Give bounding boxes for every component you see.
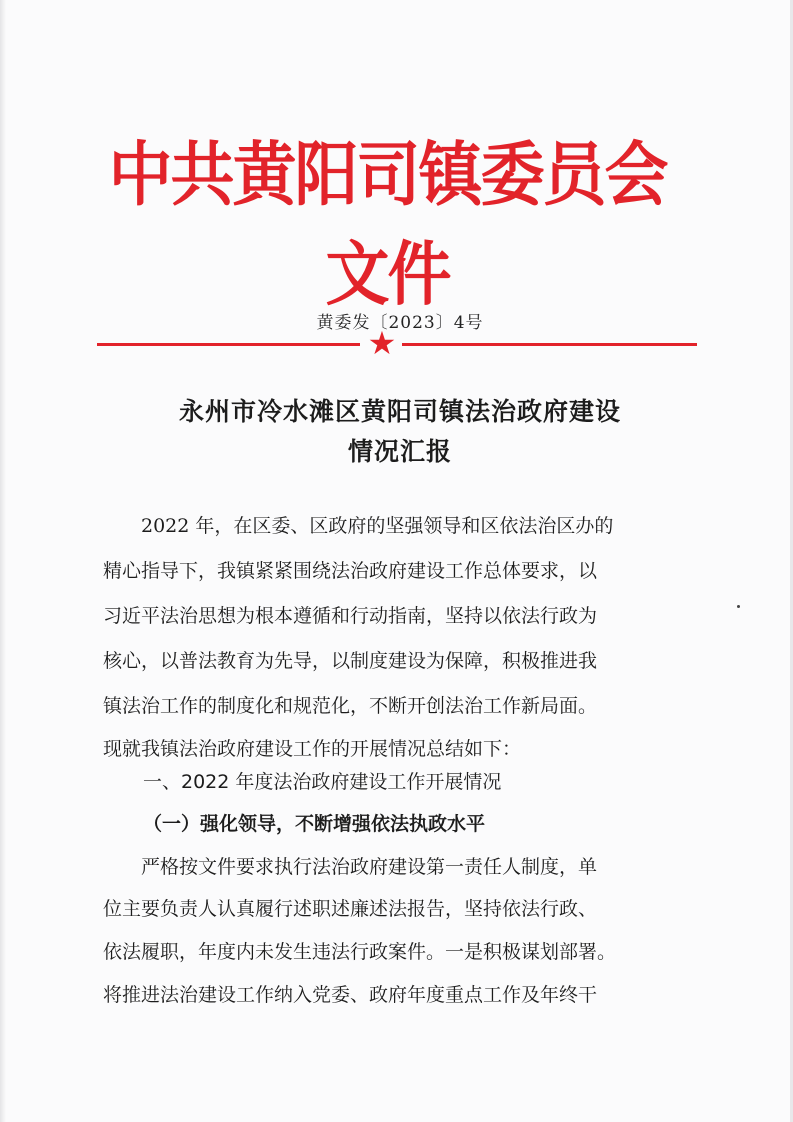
para-line-1: 严格按文件要求执行法治政府建设第一责任人制度，单 [103, 856, 598, 878]
para-line-3: 依法履职，年度内未发生违法行政案件。一是积极谋划部署。 [103, 941, 617, 963]
intro-line-3: 习近平法治思想为根本遵循和行动指南，坚持以依法行政为 [103, 605, 598, 627]
para-line-2: 位主要负责人认真履行述职述廉述法报告，坚持依法行政、 [103, 898, 598, 920]
subsection-heading-1: （一）强化领导，不断增强依法执政水平 [143, 813, 486, 835]
scan-edge-shadow [0, 0, 6, 1122]
intro-line-1: 2022 年，在区委、区政府的坚强领导和区依法治区办的 [103, 515, 614, 537]
intro-line-4: 核心，以普法教育为先导，以制度建设为保障，积极推进我 [103, 650, 598, 672]
red-divider-right [402, 343, 697, 346]
report-title-line1: 永州市冷水滩区黄阳司镇法治政府建设 [178, 397, 621, 426]
star-icon: ★ [367, 324, 397, 362]
intro-line-2: 精心指导下，我镇紧紧围绕法治政府建设工作总体要求，以 [103, 560, 598, 582]
intro-line-5: 镇法治工作的制度化和规范化，不断开创法治工作新局面。 [103, 695, 598, 717]
intro-line-6: 现就我镇法治政府建设工作的开展情况总结如下： [103, 738, 522, 760]
document-number: 黄委发〔2023〕4号 [316, 313, 484, 333]
red-divider-left [97, 343, 360, 346]
scan-speck [737, 605, 740, 608]
issuer-title: 中共黄阳司镇委员会文件 [108, 136, 667, 316]
report-title-line2: 情况汇报 [347, 437, 452, 466]
section-heading-1: 一、2022 年度法治政府建设工作开展情况 [143, 771, 502, 793]
para-line-4: 将推进法治建设工作纳入党委、政府年度重点工作及年终干 [103, 984, 598, 1006]
